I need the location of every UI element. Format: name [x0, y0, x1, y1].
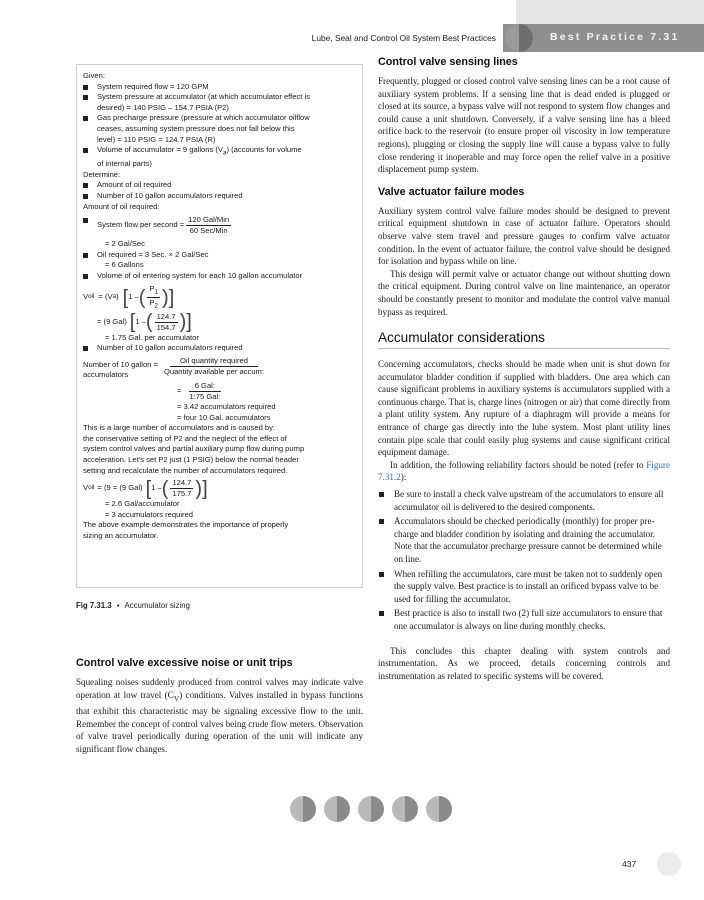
section-heading-actuator: Valve actuator failure modes: [378, 185, 525, 198]
given-item-cont: ceases, assuming system pressure does not fall below this: [97, 123, 295, 133]
half-circle-icon: [290, 796, 316, 822]
recalc-result-1: = 2.6 Gal/accumulator: [105, 499, 180, 509]
half-circle-icon: [426, 796, 452, 822]
open-paren-icon: (: [138, 286, 146, 309]
determine-label: Determine:: [83, 169, 121, 179]
closing-line: The above example demonstrates the importance of properly: [83, 520, 289, 530]
left-column: [76, 657, 363, 755]
figure-link[interactable]: Figure 7.31.2: [378, 459, 670, 483]
list-item: Accumulators should be checked periodically (monthly) for proper pre-charge and bladder condition by isolating and draining the accumulator. Note that the accumulator precharge pressure cannot be determined while on line.: [378, 515, 670, 565]
open-bracket-icon: [: [122, 286, 129, 309]
decorative-dots: [290, 796, 452, 822]
section-heading-noise: Control valve excessive noise or unit trips: [76, 657, 293, 669]
section-heading-accumulator: Accumulator considerations: [378, 330, 670, 349]
given-item-cont: level) = 110 PSIG = 124.7 PSIA (R): [97, 134, 216, 144]
header-top-band: [516, 0, 704, 24]
close-paren-icon: ): [162, 286, 169, 309]
gallons-fraction: $\frac{\text{6 Gal:}}{\text{1:75 Gal:}}$: [189, 381, 221, 402]
flow-equation: System flow per second = $\frac{\text{120 Gal/Min}}{\text{60 Sec/Min}}$: [83, 215, 356, 236]
close-bracket-icon: ]: [168, 286, 175, 309]
accum-result-1: = 3.42 accumulators required: [177, 402, 276, 412]
list-item: When refilling the accumulators, care must be taken not to suddenly open the supply valve. Best practice is to install an orificed bypass valve to be used for filling the accumulator.: [378, 568, 670, 606]
given-item-cont: desired) = 140 PSIG – 154.7 PSIA (P2): [97, 102, 229, 112]
pressure-fraction: $\frac{P_1}{P_2}$: [149, 283, 159, 310]
best-practice-label: Best Practice 7.31: [550, 31, 680, 43]
given-item: Volume of accumulator = 9 gallons $(V_a)$ (accounts for volume: [83, 145, 356, 159]
section-heading-sensing: Control valve sensing lines: [378, 56, 518, 68]
flow-result: = 2 Gal/Sec: [105, 239, 145, 249]
num-accumulators-item: Number of 10 gallon accumulators required: [83, 343, 356, 354]
oil-required: Oil required = 3 Sec. × 2 Gal/Sec: [83, 250, 356, 261]
page-circle-icon: [657, 852, 681, 876]
explanation-line: This is a large number of accumulators and is caused by:: [83, 423, 276, 433]
voil-result: = 1.75 Gal. per accumulator: [105, 332, 199, 342]
explanation-line: system control valves and partial auxiliary pump flow during pump: [83, 444, 305, 454]
explanation-line: acceleration. Let's set P2 just (1 PSIG) below the normal header: [83, 454, 299, 464]
right-column: [378, 56, 670, 682]
running-title: Lube, Seal and Control Oil System Best Practices: [311, 33, 496, 43]
paragraph-actuator-2: This design will permit valve or actuator change out without shutting down the critical equipment. During control valve on line maintenance, an operator should be constantly present to monitor and modulate the control valve manual bypass as required.: [378, 268, 670, 317]
paragraph-accumulator: Concerning accumulators, checks should be made when unit is shut down for accumulator bladder condition if supplied with bladders. One area which can cause significant problems in auxiliary systems is accumulators supplied with a continuous charge. That is, charge lines (nitrogen or air) that come directly from a plant utility system. Any rupture of a diaphragm will provide a means for entrance of charge gas directly into the lube system. Most plant utility lines contain pipe scale that could easily plug systems and cause significant critical equipment damage.: [378, 359, 670, 458]
paragraph-noise: Squealing noises suddenly produced from control valves may indicate valve operation at low travel $(C_V)$ conditions. Valves installed in bypass functions that exhibit this characteristic may be signaling excessive flow to the unit. Remember the concept of control valves being crude flow meters. Observation of valve travel periodically during operation of the unit will indicate any significant flow changes.: [76, 677, 363, 754]
given-item: Gas precharge pressure (pressure at which accumulator oilflow: [83, 113, 356, 124]
quantity-fraction: $\frac{\text{Oil quantity required}}{\text{Quantity available per accum:}}$: [163, 355, 264, 376]
half-circle-icon: [324, 796, 350, 822]
page-number: 437: [622, 859, 637, 869]
voil-equation: V oil = (V a ) [ 1 – ( $\frac{P_1}{P_2}$ ) ]: [83, 283, 175, 310]
amount-label: Amount of oil required:: [83, 201, 160, 211]
flow-fraction: $\frac{\text{120 Gal/Min}}{\text{60 Sec/Min}}$: [188, 215, 230, 236]
oil-result: = 6 Gallons: [105, 260, 144, 270]
num-accum-equation: Number of 10 gallon = accumulators $\frac{\text{Oil quantity required}}{\text{Quantity available per accum:}}$: [83, 355, 264, 380]
recalc-fraction: $\frac{124.7}{175.7}$: [172, 478, 192, 499]
half-circle-icon: [392, 796, 418, 822]
voil-substitution: = (9 Gal) [ 1 – ( $\frac{124.7}{154.7}$ ) ]: [97, 311, 192, 334]
voil-recalc-equation: V oil = (9 = (9 Gal) [ 1 – ( $\frac{124.7}{175.7}$ ) ]: [83, 477, 208, 500]
paragraph-reliability: In addition, the following reliability factors should be noted (refer to Figure 7.31.2):: [378, 459, 670, 483]
tab-circle-icon: [505, 24, 533, 52]
determine-item: Number of 10 gallon accumulators required: [83, 191, 356, 202]
paragraph-sensing: Frequently, plugged or closed control valve sensing lines can be a root cause of auxiliary system problems. If a sensing line that is dead ended is plugged or closed at its source, a bypass valve will not respond to system flow changes and could cause a unit shutdown. Conversely, if a valve sensing line has a bleed orifice back to the reservoir (to ensure proper oil viscosity in low temperature regions), plugging or closing the supply line will cause a bypass valve to fully close rendering it inoperable and may force open the relief valve in a positive displacement pump system.: [378, 76, 670, 175]
given-label: Given:: [83, 71, 105, 80]
given-item-cont: of internal parts): [97, 159, 152, 169]
accum-result-2: = four 10 Gal. accumulators: [177, 412, 271, 422]
gallons-fraction-row: = $\frac{\text{6 Gal:}}{\text{1:75 Gal:}}$: [177, 381, 221, 402]
determine-item: Amount of oil required: [83, 180, 356, 191]
given-item: System required flow = 120 GPM: [83, 82, 356, 93]
list-item: Be sure to install a check valve upstream of the accumulators to ensure all accumulator oil is delivered to the desired components.: [378, 488, 670, 513]
figure-caption: Fig 7.31.3 ● Accumulator sizing: [76, 601, 190, 610]
recalc-result-2: = 3 accumulators required: [105, 509, 194, 519]
given-item: System pressure at accumulator (at which accumulator effect is: [83, 92, 356, 103]
explanation-line: the conservative setting of P2 and the neglect of the effect of: [83, 433, 287, 443]
list-item: Best practice is also to install two (2) full size accumulators to ensure that one accumulator is always on line during monthly checks.: [378, 607, 670, 632]
paragraph-conclusion: This concludes this chapter dealing with system controls and instrumentation. As we proceed, details concerning controls and instrumentation as related to specific systems will be covered.: [378, 645, 670, 681]
half-circle-icon: [358, 796, 384, 822]
accumulator-sizing-example: [76, 64, 363, 588]
caption-bullet-icon: ●: [116, 602, 120, 609]
pressure-fraction-values: $\frac{124.7}{154.7}$: [156, 311, 176, 332]
explanation-line: setting and recalculate the number of accumulators required.: [83, 465, 288, 475]
closing-line: sizing an accumulator.: [83, 530, 159, 540]
volume-label: Volume of oil entering system for each 10 gallon accumulator: [83, 271, 356, 282]
paragraph-actuator: Auxiliary system control valve failure modes should be designed to prevent critical equipment shutdown in case of actuator failure. Operators should observe valve stem travel and pressure gauges to confirm valve actuator condition. In the event of actuator failure, the control valve should be designed for isolation and bypass while on line.: [378, 205, 670, 267]
reliability-list: [378, 488, 670, 633]
